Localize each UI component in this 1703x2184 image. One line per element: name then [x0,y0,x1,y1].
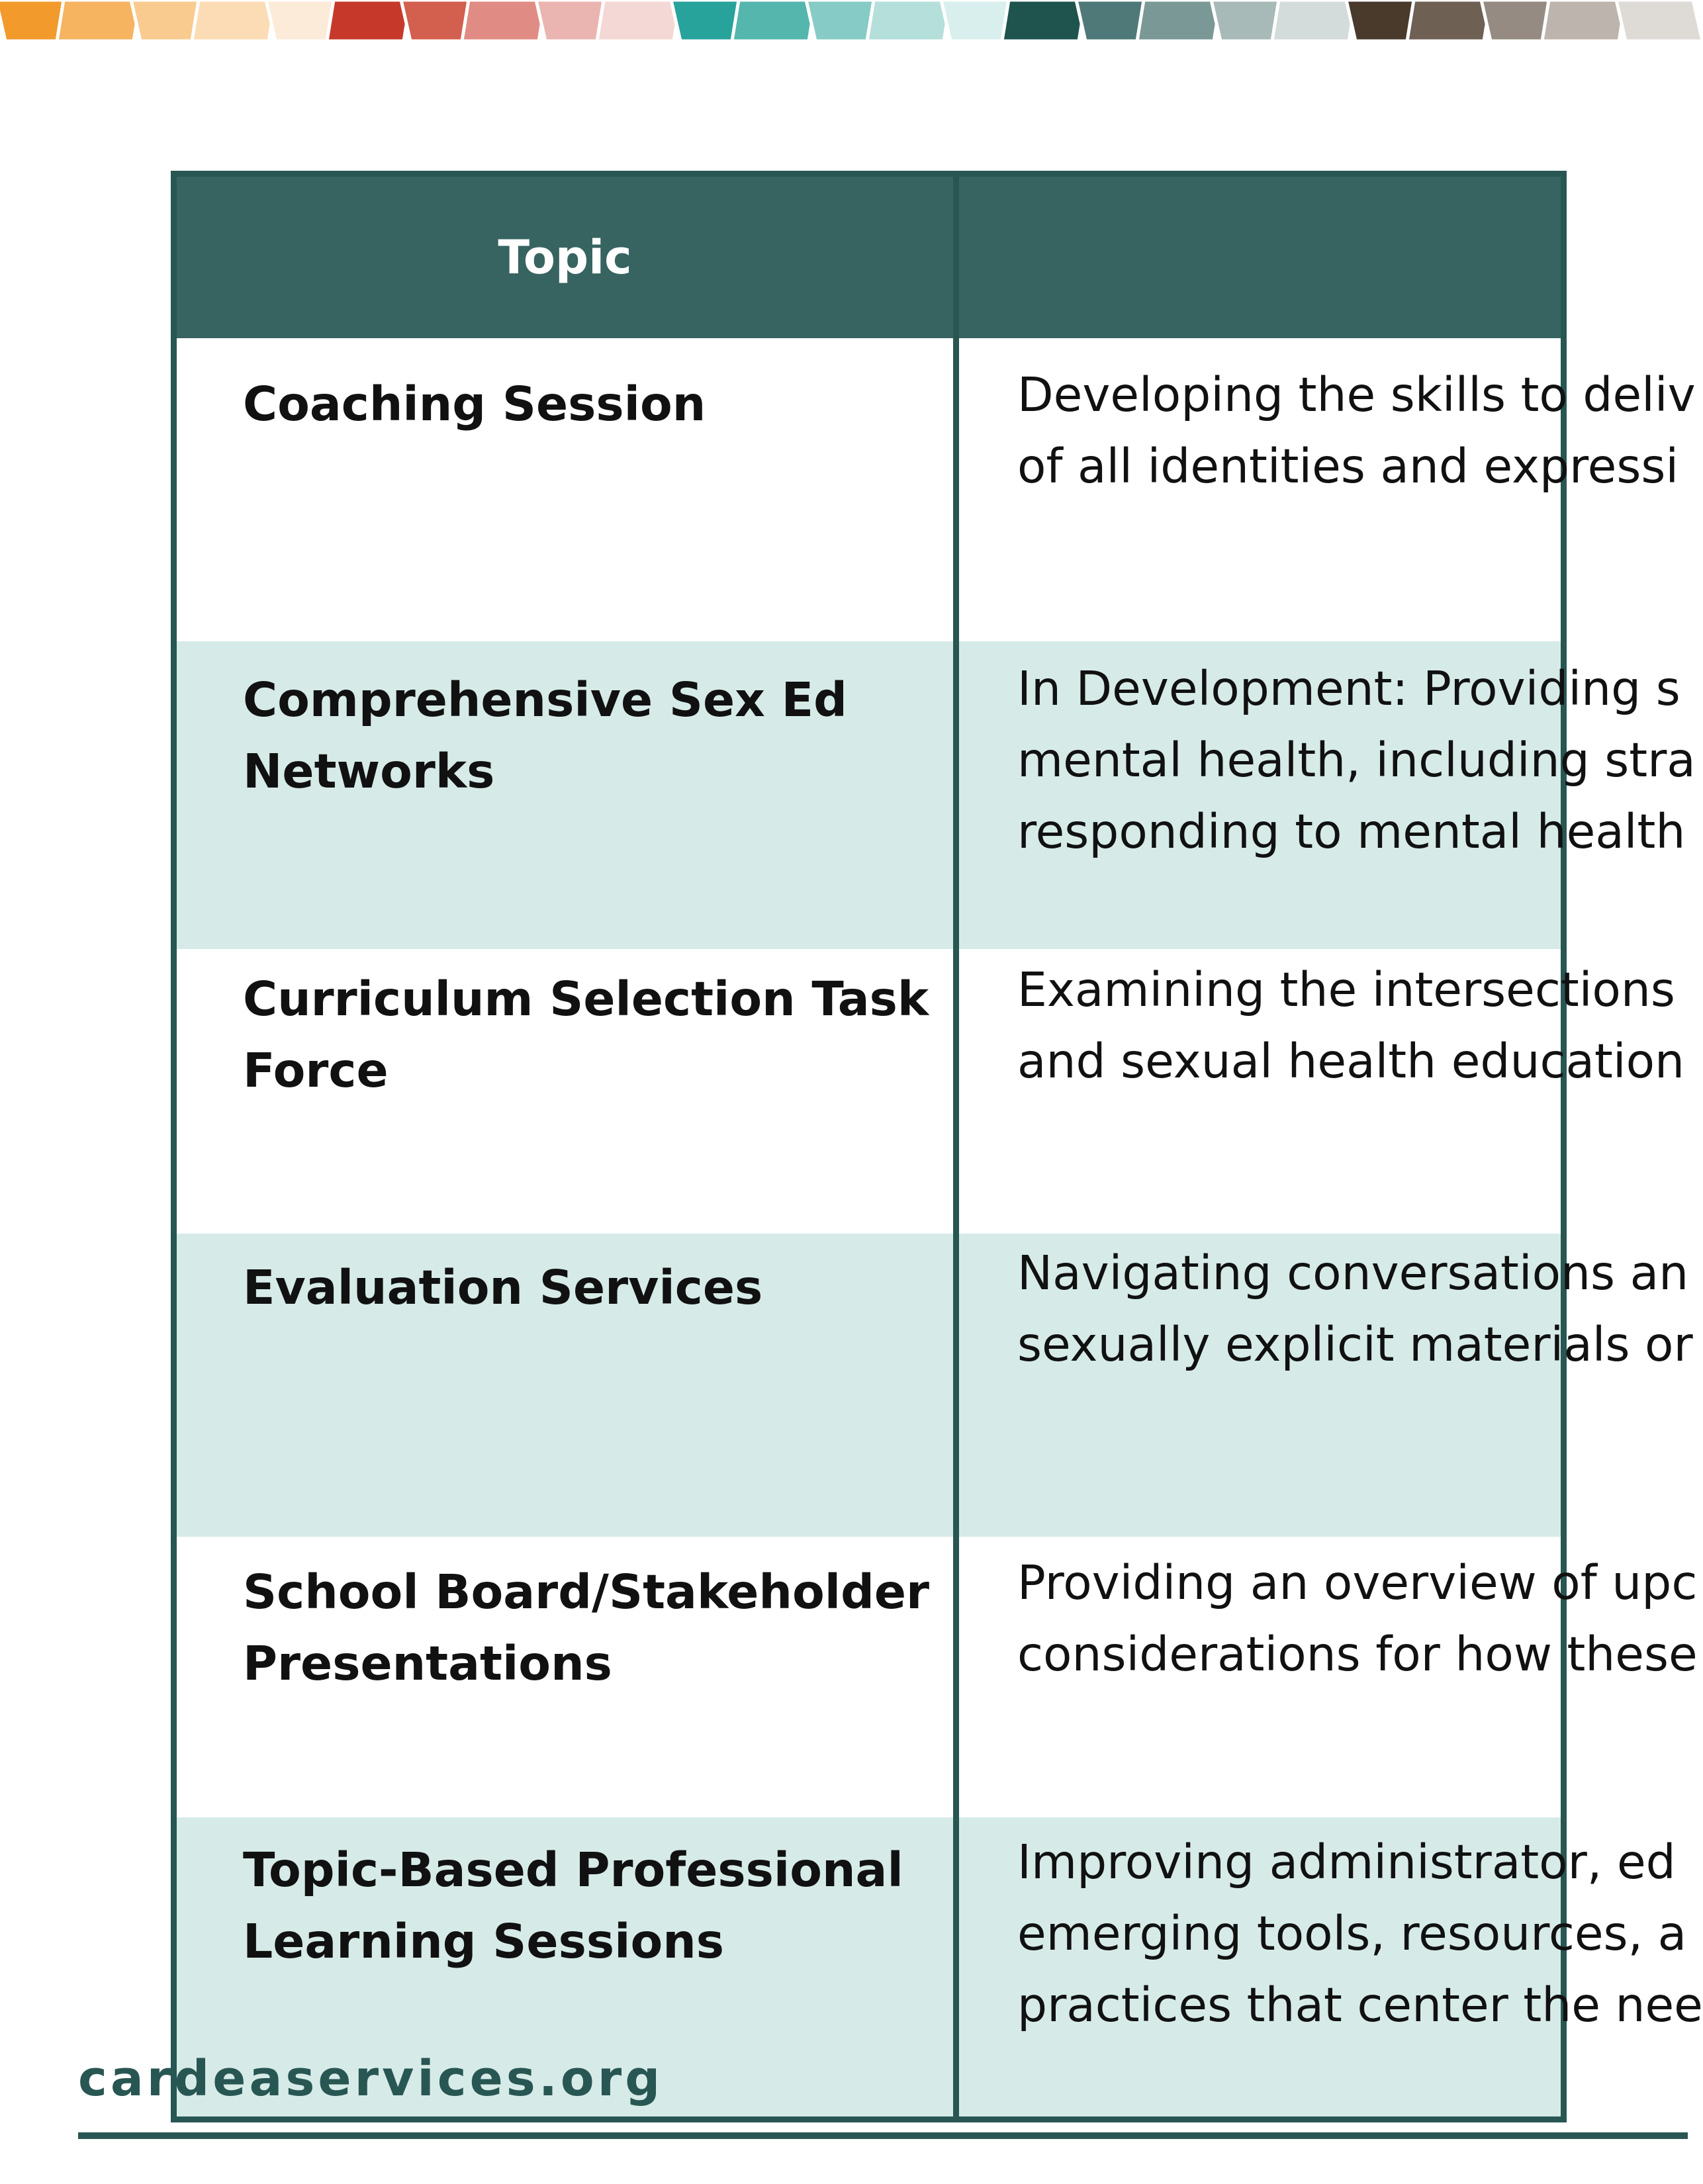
description-line: responding to mental health [1017,804,1686,859]
description-cell [956,338,1696,641]
description-line: Examining the intersections [1017,962,1675,1017]
stripe-segment [1542,0,1626,41]
description-line: Improving administrator, ed [1017,1835,1676,1889]
topic-cell: Curriculum Selection Task Force [174,949,956,1234]
description-line: sexually explicit materials or [1017,1317,1693,1372]
topic-cell: Topic-Based Professional Learning Sessions [174,1817,956,2120]
table-row [174,338,1564,641]
description-cell [956,641,1696,949]
stripe-segment [462,0,545,41]
description-cell [956,949,1685,1234]
stripe-segment [192,0,275,41]
stripe-segment [327,0,410,41]
description-line: and sexual health education [1017,1034,1685,1089]
table-row [174,949,1564,1234]
stripe-segment [1616,0,1702,41]
description-line: considerations for how these [1017,1627,1698,1682]
topic-cell: School Board/Stakeholder Presentations [174,1537,956,1817]
description-cell [956,1537,1698,1817]
decorative-stripe-banner [0,0,1688,41]
stripe-segment [1272,0,1356,41]
stripe-segment [1002,0,1085,41]
description-line: of all identities and expressi [1017,439,1679,494]
stripe-segment [1137,0,1220,41]
description-line: emerging tools, resources, a [1017,1906,1687,1961]
description-cell [956,1817,1703,2120]
stripe-segment [1407,0,1491,41]
footer-divider [78,2132,1688,2139]
description-column-header [956,174,1564,339]
stripe-graphic [0,0,1688,41]
topic-cell: Comprehensive Sex Ed Networks [174,641,956,949]
description-line: Navigating conversations an [1017,1246,1689,1300]
description-line: In Development: Providing s [1017,661,1680,716]
table-row [174,1234,1564,1537]
topic-cell: Coaching Session [174,338,956,641]
description-line: practices that center the nee [1017,1978,1703,2032]
topic-cell: Evaluation Services [174,1234,956,1537]
description-cell [956,1234,1693,1537]
description-line: Providing an overview of upc [1017,1555,1698,1610]
description-line: mental health, including stra [1017,733,1696,788]
services-table [171,171,1703,2122]
stripe-segment [57,0,140,41]
stripe-segment [867,0,950,41]
description-line: Developing the skills to deliv [1017,367,1696,422]
table-row [174,641,1564,949]
stripe-segment [732,0,815,41]
footer-website-link[interactable]: cardeaservices.org [78,2050,664,2107]
table-row [174,1537,1564,1817]
table-header-row [174,174,1564,339]
topic-column-header: Topic [174,174,956,339]
stripe-segment [597,0,680,41]
